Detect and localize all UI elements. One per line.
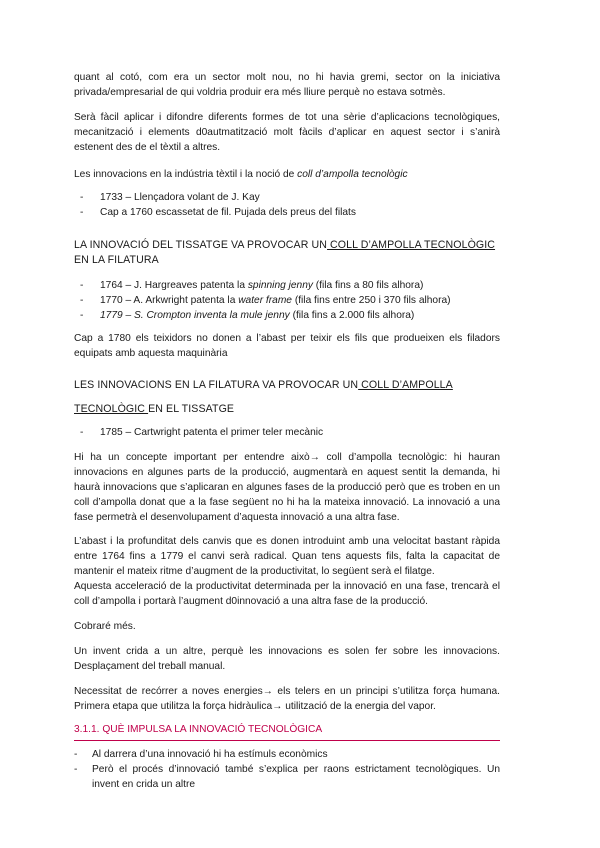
list-item: - Al darrera d’una innovació hi ha estímuls econòmics	[74, 749, 328, 760]
paragraph-scope: L’abast i la profunditat dels canvis que es donen introduint amb una velocitat bastant ràpida entre 1764 fins a 1779 el canvi serà radical. Quan tens aquests fils, falta la capacitat de mantenir el mateix ritme d’augment de la productivitat, lo següent serà el filatge.	[74, 536, 500, 577]
heading-spinning-bottleneck: LES INNOVACIONS EN LA FILATURA VA PROVOCAR UN COLL D’AMPOLLA TECNOLÒGIC EN EL TISSATGE	[74, 379, 453, 415]
list-item: - 1764 – J. Hargreaves patenta la spinning jenny (fila fins a 80 fils alhora)	[80, 280, 424, 291]
list-early-inventions	[74, 190, 500, 220]
list-item: - 1733 – Llençadora volant de J. Kay	[80, 192, 260, 203]
paragraph-cotton: quant al cotó, com era un sector molt nou, no hi havia gremi, sector on la iniciativa privada/empresarial de qui voldria produir era més lliure perquè no estava sotmès.	[74, 72, 500, 98]
paragraph-bottleneck-intro: Les innovacions en la indústria tèxtil i la noció de coll d’ampolla tecnològic	[74, 169, 408, 180]
paragraph-invention-chain: Un invent crida a un altre, perquè les innovacions es solen fer sobre les innovacions. Desplaçament del treball manual.	[74, 646, 500, 672]
list-weaving-inventions	[74, 425, 500, 440]
section-heading: 3.1.1. QUÈ IMPULSA LA INNOVACIÓ TECNOLÒGICA	[74, 720, 500, 741]
list-item: - 1785 – Cartwright patenta el primer teler mecànic	[80, 427, 324, 438]
paragraph-acceleration: Aquesta acceleració de la productivitat determinada per la innovació en una fase, trencarà el coll d’ampolla i portarà l’augment d0innovació a una altra fase de la producció.	[74, 581, 500, 607]
list-item: - Però el procés d’innovació també s’explica per raons estrictament tecnològiques. Un invent en crida un altre	[74, 764, 500, 790]
paragraph-diffusion: Serà fàcil aplicar i difondre diferents formes de tot una sèrie d’aplicacions tecnològiques, mecanització i elements d0autmatització molt fàcils d’aplicar en aquest sector i s’anirà estenent des de el tèxtil a altres.	[74, 112, 500, 153]
document-page	[74, 70, 500, 792]
list-item: - 1770 – A. Arkwright patenta la water frame (fila fins entre 250 i 370 fils alhora)	[80, 295, 451, 306]
list-innovation-drivers	[74, 747, 500, 792]
paragraph-energy: Necessitat de recórrer a noves energies→ els telers en un principi s’utilitza força humana. Primera etapa que utilitza la força hidràulica→ utilització de la energia del vapor.	[74, 686, 500, 712]
list-item: - Cap a 1760 escassetat de fil. Pujada dels preus del filats	[80, 207, 356, 218]
paragraph-weavers: Cap a 1780 els teixidors no donen a l’abast per teixir els fils que produeixen els filadors equipats amb aquesta maquinària	[74, 333, 500, 359]
heading-weaving-bottleneck: LA INNOVACIÓ DEL TISSATGE VA PROVOCAR UN COLL D’AMPOLLA TECNOLÒGIC EN LA FILATURA	[74, 239, 496, 266]
paragraph-short: Cobraré més.	[74, 621, 136, 632]
paragraph-concept: Hi ha un concepte important per entendre això→ coll d’ampolla tecnològic: hi hauran innovacions en algunes parts de la producció, augmentarà en aquest sentit la demanda, hi haurà innovacions que s’aplicaran en algunes fases de la producció però que es troben en un coll d’ampolla donat que a la fase següent no hi ha la mateixa innovació. La innovació a una fase permetrà el desenvolupament d’aquesta innovació a una altra fase.	[74, 452, 500, 523]
list-spinning-inventions	[74, 278, 500, 323]
list-item: - 1779 – S. Crompton inventa la mule jenny (fila fins a 2.000 fils alhora)	[80, 310, 415, 321]
